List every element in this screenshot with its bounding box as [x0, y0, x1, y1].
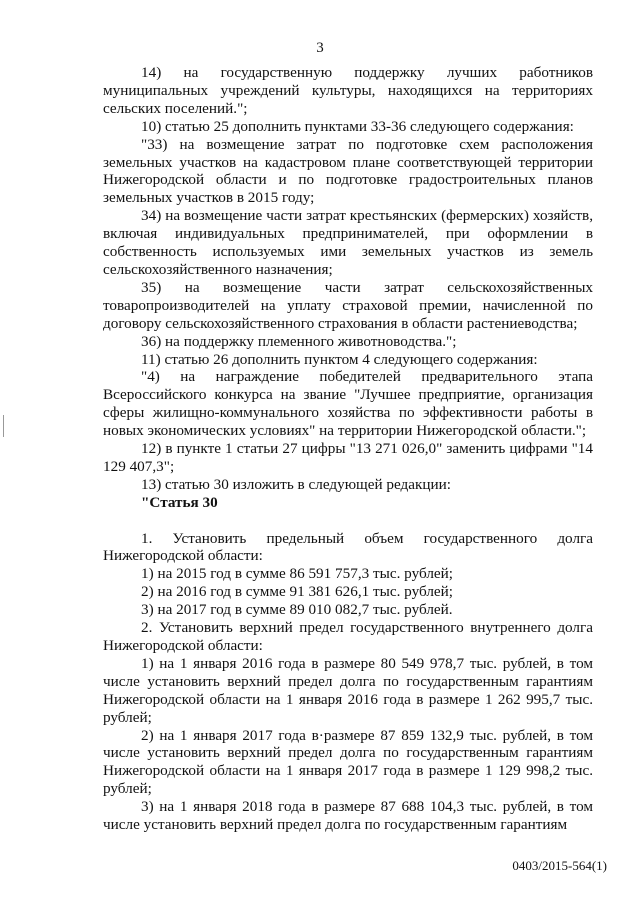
- upper-limit-2018: 3) на 1 января 2018 года в размере 87 688 104,3 тыс. рублей, в том числе установить верхний предел долга по государственным гарантиям: [103, 798, 593, 834]
- article-30-heading: "Статья 30: [141, 493, 218, 511]
- paragraph-4-award: "4) на награждение победителей предварительного этапа Всероссийского конкурса на звание "Лучшее предприятие, организация сферы жилищно-коммунального хозяйства по эффективности работы в новых экономических условиях" на территории Нижегородской области.";: [103, 368, 593, 440]
- article-30-item-2: 2. Установить верхний предел государственного внутреннего долга Нижегородской области:: [103, 619, 593, 654]
- upper-limit-2017: 2) на 1 января 2017 года в·размере 87 859 132,9 тыс. рублей, в том числе установить верхний предел долга по государственным гарантиям Нижегородской области на 1 января 2017 года в размере 1 129 998,2 тыс. рублей;: [103, 726, 593, 798]
- paragraph-11-article-26: 11) статью 26 дополнить пунктом 4 следующего содержания:: [141, 350, 538, 368]
- paragraph-14-culture-support: 14) на государственную поддержку лучших работников муниципальных учреждений культуры, находящихся на территориях сельских поселений.";: [103, 64, 593, 117]
- paragraph-33: "33) на возмещение затрат по подготовке схем расположения земельных участков на кадастровом плане соответствующей территории Нижегородской области и по подготовке градостроительных планов земельных участков в 2015 году;: [103, 135, 593, 207]
- paragraph-13-article-30: 13) статью 30 изложить в следующей редакции:: [141, 475, 451, 493]
- debt-limit-2016: 2) на 2016 год в сумме 91 381 626,1 тыс. рублей;: [141, 583, 453, 601]
- document-body: [103, 64, 593, 834]
- debt-limit-2015: 1) на 2015 год в сумме 86 591 757,3 тыс. рублей;: [141, 565, 453, 583]
- paragraph-34: 34) на возмещение части затрат крестьянских (фермерских) хозяйств, включая индивидуальных предпринимателей, при оформлении в собственность используемых ими земельных участков из земель сельскохозяйственного назначения;: [103, 207, 593, 278]
- paragraph-36: 36) на поддержку племенного животноводства.";: [141, 332, 457, 350]
- margin-scan-mark: [3, 415, 7, 437]
- article-30-item-1: 1. Установить предельный объем государственного долга Нижегородской области:: [103, 529, 593, 565]
- debt-limit-2017: 3) на 2017 год в сумме 89 010 082,7 тыс. рублей.: [141, 601, 453, 619]
- paragraph-35: 35) на возмещение части затрат сельскохозяйственных товаропроизводителей на уплату страховой премии, начисленной по договору сельскохозяйственного страхования в области растениеводства;: [103, 278, 593, 332]
- paragraph-10-article-25: 10) статью 25 дополнить пунктами 33-36 следующего содержания:: [141, 117, 574, 135]
- page-number: 3: [316, 40, 324, 56]
- document-code: 0403/2015-564(1): [512, 858, 607, 873]
- paragraph-12-article-27: 12) в пункте 1 статьи 27 цифры "13 271 026,0" заменить цифрами "14 129 407,3";: [103, 440, 593, 475]
- upper-limit-2016: 1) на 1 января 2016 года в размере 80 549 978,7 тыс. рублей, в том числе установить верхний предел долга по государственным гарантиям Нижегородской области на 1 января 2016 года в размере 1 262 995,7 тыс. рублей;: [103, 654, 593, 726]
